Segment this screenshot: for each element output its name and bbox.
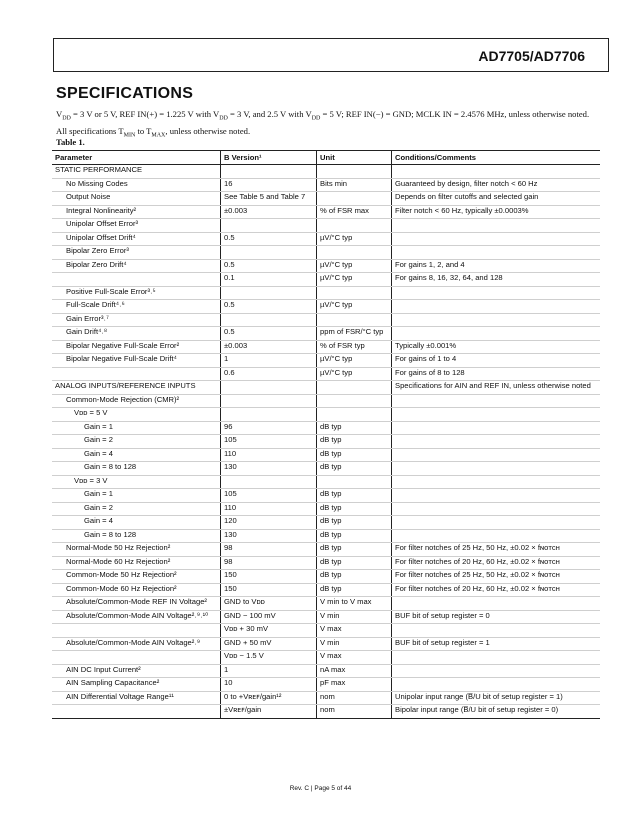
cell-version (221, 219, 317, 233)
cell-version (221, 475, 317, 489)
cell-parameter: Unipolar Offset Error³ (52, 219, 221, 233)
cell-unit: µV/°C typ (317, 354, 392, 368)
cell-version: 0.5 (221, 300, 317, 314)
cell-parameter: Output Noise (52, 192, 221, 206)
cell-unit: dB typ (317, 448, 392, 462)
cell-conditions (392, 529, 601, 543)
table-header-row (52, 151, 600, 165)
cell-version: 0.5 (221, 327, 317, 341)
cell-version: 0.6 (221, 367, 317, 381)
cell-version: Vᴅᴅ + 30 mV (221, 624, 317, 638)
cell-parameter (52, 624, 221, 638)
cell-parameter: Gain = 4 (52, 448, 221, 462)
cell-version: 10 (221, 678, 317, 692)
cell-parameter: Vᴅᴅ = 3 V (52, 475, 221, 489)
cell-version: ±0.003 (221, 205, 317, 219)
cell-parameter: Gain = 8 to 128 (52, 529, 221, 543)
cell-conditions: BUF bit of setup register = 1 (392, 637, 601, 651)
cell-conditions: For gains 1, 2, and 4 (392, 259, 601, 273)
cell-conditions (392, 489, 601, 503)
cell-version: 96 (221, 421, 317, 435)
header-parameter: Parameter (52, 151, 221, 165)
cell-conditions: Guaranteed by design, filter notch < 60 Hz (392, 178, 601, 192)
table-row (52, 381, 600, 395)
cell-conditions (392, 408, 601, 422)
table-row (52, 394, 600, 408)
cell-parameter: STATIC PERFORMANCE (52, 165, 221, 179)
cell-unit: V min (317, 637, 392, 651)
cell-conditions (392, 286, 601, 300)
cell-parameter: Bipolar Negative Full-Scale Error² (52, 340, 221, 354)
cell-unit: dB typ (317, 489, 392, 503)
table-row (52, 205, 600, 219)
cell-version: 1 (221, 664, 317, 678)
table-row (52, 570, 600, 584)
cell-parameter: AIN DC Input Current² (52, 664, 221, 678)
cell-version: 130 (221, 529, 317, 543)
cell-parameter (52, 273, 221, 287)
cell-parameter: AIN Differential Voltage Range¹¹ (52, 691, 221, 705)
cell-version: 98 (221, 543, 317, 557)
table-row (52, 354, 600, 368)
cell-version: 0.1 (221, 273, 317, 287)
cell-version (221, 381, 317, 395)
table-row (52, 259, 600, 273)
table-row (52, 678, 600, 692)
cell-conditions: Unipolar input range (B̅/U bit of setup register = 1) (392, 691, 601, 705)
cell-parameter: Normal-Mode 60 Hz Rejection² (52, 556, 221, 570)
header-unit: Unit (317, 151, 392, 165)
cell-unit: dB typ (317, 570, 392, 584)
cell-version: See Table 5 and Table 7 (221, 192, 317, 206)
cell-conditions (392, 435, 601, 449)
cell-version (221, 408, 317, 422)
table-row (52, 340, 600, 354)
table-row (52, 664, 600, 678)
cell-version: GND + 50 mV (221, 637, 317, 651)
cell-parameter: Gain = 4 (52, 516, 221, 530)
cell-conditions: Filter notch < 60 Hz, typically ±0.0003% (392, 205, 601, 219)
cell-parameter: Absolute/Common-Mode AIN Voltage²˒⁹˒¹⁰ (52, 610, 221, 624)
cell-unit: % of FSR typ (317, 340, 392, 354)
cell-conditions: Typically ±0.001% (392, 340, 601, 354)
cell-version: ±Vʀᴇꜰ/gain (221, 705, 317, 719)
section-heading: SPECIFICATIONS (56, 85, 194, 102)
table-row (52, 421, 600, 435)
document-id: AD7705/AD7706 (478, 48, 585, 64)
cell-version (221, 313, 317, 327)
cell-unit: dB typ (317, 529, 392, 543)
cell-unit (317, 313, 392, 327)
cell-parameter: Absolute/Common-Mode REF IN Voltage² (52, 597, 221, 611)
cell-version: 16 (221, 178, 317, 192)
cell-version: Vᴅᴅ − 1.5 V (221, 651, 317, 665)
cell-parameter: Bipolar Negative Full-Scale Drift⁴ (52, 354, 221, 368)
cell-conditions (392, 448, 601, 462)
table-row (52, 705, 600, 719)
cell-parameter (52, 367, 221, 381)
cell-unit: nom (317, 691, 392, 705)
cell-conditions (392, 421, 601, 435)
table-row (52, 327, 600, 341)
cell-unit: V max (317, 651, 392, 665)
table-row (52, 178, 600, 192)
cell-unit: µV/°C typ (317, 232, 392, 246)
cell-conditions: For filter notches of 25 Hz, 50 Hz, ±0.02 × fɴᴏᴛᴄʜ (392, 570, 601, 584)
table-row (52, 367, 600, 381)
cell-unit: dB typ (317, 543, 392, 557)
cell-unit (317, 165, 392, 179)
cell-conditions: For gains of 8 to 128 (392, 367, 601, 381)
cell-version: 98 (221, 556, 317, 570)
cell-conditions: For filter notches of 20 Hz, 60 Hz, ±0.02 × fɴᴏᴛᴄʜ (392, 556, 601, 570)
cell-unit: pF max (317, 678, 392, 692)
table-row (52, 489, 600, 503)
cell-unit (317, 394, 392, 408)
cell-version: 0.5 (221, 232, 317, 246)
cell-conditions: BUF bit of setup register = 0 (392, 610, 601, 624)
cell-unit: V min (317, 610, 392, 624)
cell-parameter: Unipolar Offset Drift⁴ (52, 232, 221, 246)
cell-parameter: Absolute/Common-Mode AIN Voltage²˒⁹ (52, 637, 221, 651)
table-row (52, 651, 600, 665)
cell-conditions: For filter notches of 25 Hz, 50 Hz, ±0.02 × fɴᴏᴛᴄʜ (392, 543, 601, 557)
cell-conditions: For filter notches of 20 Hz, 60 Hz, ±0.02 × fɴᴏᴛᴄʜ (392, 583, 601, 597)
cell-conditions: For gains of 1 to 4 (392, 354, 601, 368)
cell-unit: dB typ (317, 435, 392, 449)
cell-version (221, 394, 317, 408)
cell-parameter: Integral Nonlinearity² (52, 205, 221, 219)
cell-version (221, 165, 317, 179)
cell-conditions (392, 246, 601, 260)
header-version: B Version¹ (221, 151, 317, 165)
cell-unit: nA max (317, 664, 392, 678)
table-body (52, 165, 600, 719)
cell-unit (317, 475, 392, 489)
cell-conditions (392, 232, 601, 246)
cell-version: 150 (221, 570, 317, 584)
cell-unit: dB typ (317, 462, 392, 476)
cell-conditions (392, 475, 601, 489)
table-row (52, 300, 600, 314)
cell-version (221, 246, 317, 260)
cell-parameter: Bipolar Zero Drift⁴ (52, 259, 221, 273)
table-row (52, 516, 600, 530)
table-row (52, 610, 600, 624)
header-conditions: Conditions/Comments (392, 151, 601, 165)
cell-unit: V min to V max (317, 597, 392, 611)
cell-conditions (392, 394, 601, 408)
cell-version: GND − 100 mV (221, 610, 317, 624)
cell-conditions (392, 678, 601, 692)
cell-version: 0.5 (221, 259, 317, 273)
cell-unit: µV/°C typ (317, 273, 392, 287)
cell-version: 150 (221, 583, 317, 597)
table-row (52, 624, 600, 638)
table-row (52, 529, 600, 543)
cell-version: 110 (221, 448, 317, 462)
table-row (52, 448, 600, 462)
cell-unit: µV/°C typ (317, 367, 392, 381)
cell-version: ±0.003 (221, 340, 317, 354)
cell-conditions (392, 462, 601, 476)
cell-conditions (392, 664, 601, 678)
cell-unit: dB typ (317, 502, 392, 516)
table-row (52, 462, 600, 476)
cell-conditions (392, 300, 601, 314)
table-row (52, 583, 600, 597)
cell-version: 1 (221, 354, 317, 368)
cell-conditions (392, 313, 601, 327)
cell-parameter (52, 705, 221, 719)
cell-parameter: Common-Mode 50 Hz Rejection² (52, 570, 221, 584)
cell-conditions: For gains 8, 16, 32, 64, and 128 (392, 273, 601, 287)
table-row (52, 246, 600, 260)
cell-unit: dB typ (317, 516, 392, 530)
cell-unit: V max (317, 624, 392, 638)
table-caption: Table 1. (56, 137, 85, 147)
specifications-table (52, 150, 600, 719)
cell-parameter: Gain = 2 (52, 502, 221, 516)
cell-parameter (52, 651, 221, 665)
cell-conditions (392, 597, 601, 611)
cell-version (221, 286, 317, 300)
cell-unit: % of FSR max (317, 205, 392, 219)
cell-version: 130 (221, 462, 317, 476)
cell-parameter: Full-Scale Drift⁴˒⁶ (52, 300, 221, 314)
cell-unit (317, 286, 392, 300)
cell-parameter: No Missing Codes (52, 178, 221, 192)
cell-unit (317, 192, 392, 206)
table-row (52, 691, 600, 705)
cell-conditions (392, 219, 601, 233)
table-row (52, 219, 600, 233)
cell-version: 120 (221, 516, 317, 530)
table-row (52, 165, 600, 179)
cell-unit (317, 219, 392, 233)
cell-version: 0 to +Vʀᴇꜰ/gain¹² (221, 691, 317, 705)
cell-parameter: Gain = 1 (52, 421, 221, 435)
cell-conditions (392, 516, 601, 530)
cell-unit (317, 408, 392, 422)
cell-parameter: AIN Sampling Capacitance² (52, 678, 221, 692)
cell-parameter: Gain Drift⁴˒⁸ (52, 327, 221, 341)
cell-conditions (392, 165, 601, 179)
cell-unit: µV/°C typ (317, 300, 392, 314)
cell-conditions: Specifications for AIN and REF IN, unless otherwise noted (392, 381, 601, 395)
conditions-paragraph: $V_{DD} = 3$ V or 5 V, REF IN(+) = 1.225 V with $V_{DD} = 3$ V, and 2.5 V with $V_{DD} = 5$ V; REF IN(−) = GND; MCLK IN = 2.4576 MHz, unless otherwise noted. All specifications $T_{MIN}$ to $T_{MAX}$, unless otherwise noted. (56, 109, 590, 139)
cell-unit: nom (317, 705, 392, 719)
cell-conditions (392, 327, 601, 341)
table-row (52, 637, 600, 651)
table-row (52, 435, 600, 449)
cell-version: GND to Vᴅᴅ (221, 597, 317, 611)
cell-parameter: Vᴅᴅ = 5 V (52, 408, 221, 422)
cell-parameter: Gain = 1 (52, 489, 221, 503)
cell-parameter: Bipolar Zero Error³ (52, 246, 221, 260)
cell-parameter: Common-Mode Rejection (CMR)² (52, 394, 221, 408)
table-row (52, 286, 600, 300)
cell-conditions: Bipolar input range (B̅/U bit of setup register = 0) (392, 705, 601, 719)
cell-version: 105 (221, 489, 317, 503)
table-row (52, 232, 600, 246)
cell-unit: dB typ (317, 583, 392, 597)
cell-parameter: Normal-Mode 50 Hz Rejection² (52, 543, 221, 557)
page-footer: Rev. C | Page 5 of 44 (289, 785, 352, 792)
table-row (52, 597, 600, 611)
table-row (52, 543, 600, 557)
table-row (52, 408, 600, 422)
table-row (52, 273, 600, 287)
cell-parameter: Gain = 8 to 128 (52, 462, 221, 476)
cell-conditions (392, 624, 601, 638)
cell-conditions (392, 502, 601, 516)
table-row (52, 556, 600, 570)
cell-parameter: Common-Mode 60 Hz Rejection² (52, 583, 221, 597)
cell-unit (317, 246, 392, 260)
cell-unit: dB typ (317, 556, 392, 570)
cell-conditions: Depends on filter cutoffs and selected gain (392, 192, 601, 206)
cell-unit (317, 381, 392, 395)
cell-unit: ppm of FSR/°C typ (317, 327, 392, 341)
cell-parameter: Gain = 2 (52, 435, 221, 449)
cell-conditions (392, 651, 601, 665)
cell-version: 110 (221, 502, 317, 516)
cell-parameter: Gain Error³˒⁷ (52, 313, 221, 327)
table-row (52, 475, 600, 489)
cell-unit: µV/°C typ (317, 259, 392, 273)
cell-parameter: ANALOG INPUTS/REFERENCE INPUTS (52, 381, 221, 395)
cell-unit: Bits min (317, 178, 392, 192)
cell-parameter: Positive Full-Scale Error³˒⁵ (52, 286, 221, 300)
table-row (52, 502, 600, 516)
cell-version: 105 (221, 435, 317, 449)
table-row (52, 313, 600, 327)
table-row (52, 192, 600, 206)
cell-unit: dB typ (317, 421, 392, 435)
